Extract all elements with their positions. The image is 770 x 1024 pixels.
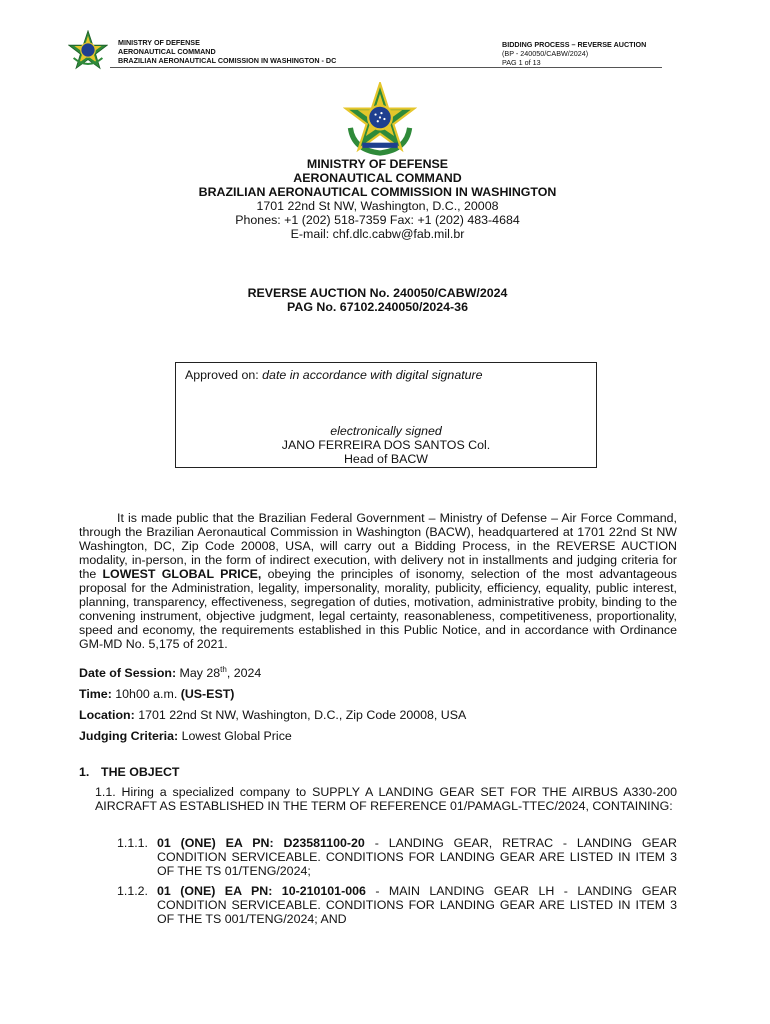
approval-date-note: date in accordance with digital signature: [262, 368, 483, 382]
auction-number: REVERSE AUCTION No. 240050/CABW/2024: [247, 286, 508, 300]
judging-criteria-value: Lowest Global Price: [178, 729, 292, 743]
header-process-title: BIDDING PROCESS – REVERSE AUCTION: [502, 40, 647, 49]
item-number: 1.1.1.: [117, 836, 149, 850]
session-date-value: May 28: [176, 666, 221, 681]
list-item: [117, 836, 679, 878]
session-location-value: 1701 22nd St NW, Washington, D.C., Zip Code 20008, USA: [134, 708, 467, 722]
header-left-line3: BRAZILIAN AERONAUTICAL COMISSION IN WASHINGTON - DC: [118, 56, 337, 65]
object-subsection: 1.1. Hiring a specialized company to SUPPLY A LANDING GEAR SET FOR THE AIRBUS A330-200 AIRCRAFT AS ESTABLISHED IN THE TERM OF REFERENCE 01/PAMAGL-TTEC/2024, CONTAINING:: [95, 785, 677, 813]
agency-command: AERONAUTICAL COMMAND: [293, 171, 462, 185]
agency-ministry: MINISTRY OF DEFENSE: [306, 157, 449, 171]
item-description: - LANDING GEAR, RETRAC - LANDING GEAR CONDITION SERVICEABLE. CONDITIONS FOR LANDING GEAR ARE LISTED IN ITEM 3 OF THE TS 01/TENG/2024;: [157, 836, 677, 878]
signatory-name: JANO FERREIRA DOS SANTOS Col.: [281, 438, 491, 452]
session-date-suffix: th: [220, 665, 227, 674]
approval-label: Approved on:: [185, 368, 263, 382]
seal-center: [81, 43, 95, 57]
item-part-number: 01 (ONE) EA PN: 10-210101-006: [157, 884, 366, 898]
signature-block: [176, 424, 596, 466]
agency-title-block: [100, 157, 655, 241]
item-text: [157, 884, 677, 926]
session-time-label: Time:: [79, 687, 112, 701]
agency-email: E-mail: chf.dlc.cabw@fab.mil.br: [290, 227, 465, 241]
session-location-label: Location:: [79, 708, 135, 722]
auction-identifiers: [100, 286, 655, 314]
section-number: 1.: [79, 765, 90, 779]
signature-note: electronically signed: [330, 424, 442, 438]
item-number: 1.1.2.: [117, 884, 149, 898]
session-date-year: , 2024: [226, 666, 262, 681]
intro-text-2: obeying the principles of isonomy, selection of the most advantageous proposal for the Administration, legality, impersonality, morality, publicity, efficiency, equality, public interest, planning, transparency, effectiveness, segregation of duties, motivation, administrative probity, binding to the convening instrument, objective judgment, legal certainty, reasonableness, competitiveness, proportionality, speed and economy, the requirements established in this Public Notice, and in accordance with Ordinance GM-MD No. 5,175 of 2021.: [79, 567, 678, 651]
judging-criteria: [79, 729, 292, 743]
intro-paragraph: [79, 511, 677, 651]
section-heading-object: [79, 765, 179, 779]
header-page-number: PAG 1 of 13: [502, 58, 541, 67]
session-time: [79, 687, 234, 701]
section-title: THE OBJECT: [101, 765, 180, 779]
approval-box: [175, 362, 597, 468]
session-time-zone: (US-EST): [180, 687, 235, 701]
session-location: [79, 708, 466, 722]
item-description: - MAIN LANDING GEAR LH - LANDING GEAR CONDITION SERVICEABLE. CONDITIONS FOR LANDING GEAR ARE LISTED IN ITEM 3 OF THE TS 001/TENG/2024; AND: [157, 884, 677, 926]
item-text: [157, 836, 677, 878]
coat-of-arms-logo: [343, 82, 417, 156]
session-date-label: Date of Session:: [79, 666, 177, 681]
agency-commission: BRAZILIAN AERONAUTICAL COMMISSION IN WASHINGTON: [198, 185, 557, 199]
agency-phones: Phones: +1 (202) 518-7359 Fax: +1 (202) 483-4684: [235, 213, 520, 227]
session-date: [79, 665, 261, 680]
seal-ribbon: [362, 143, 398, 148]
pag-number: PAG No. 67102.240050/2024-36: [287, 300, 468, 314]
header-left: [118, 38, 336, 65]
intro-text-bold: LOWEST GLOBAL PRICE,: [102, 567, 262, 581]
header-process-number: (BP - 240050/CABW/2024): [502, 49, 589, 58]
header-left-line1: MINISTRY OF DEFENSE: [118, 38, 200, 47]
list-item: [117, 884, 679, 926]
signatory-role: Head of BACW: [343, 452, 428, 466]
coat-of-arms-logo-small: [68, 30, 108, 70]
intro-text-1: It is made public that the Brazilian Federal Government – Ministry of Defense – Air Force Command, through the Brazilian Aeronautical Commission in Washington (BACW), headquartered at 1701 22nd St NW Washington, DC, Zip Code 20008, USA, will carry out a Bidding Process, in the REVERSE AUCTION modality, in-person, in the form of indirect execution, with delivery not in installments and judging criteria for the: [79, 511, 677, 581]
header-left-line2: AERONAUTICAL COMMAND: [118, 47, 216, 56]
judging-criteria-label: Judging Criteria:: [79, 729, 179, 743]
item-part-number: 01 (ONE) EA PN: D23581100-20: [157, 836, 365, 850]
session-time-value: 10h00 a.m.: [111, 687, 181, 701]
agency-address: 1701 22nd St NW, Washington, D.C., 20008: [256, 199, 499, 213]
approval-line: [185, 368, 483, 382]
header-divider: [110, 67, 662, 68]
header-right: [502, 40, 646, 67]
